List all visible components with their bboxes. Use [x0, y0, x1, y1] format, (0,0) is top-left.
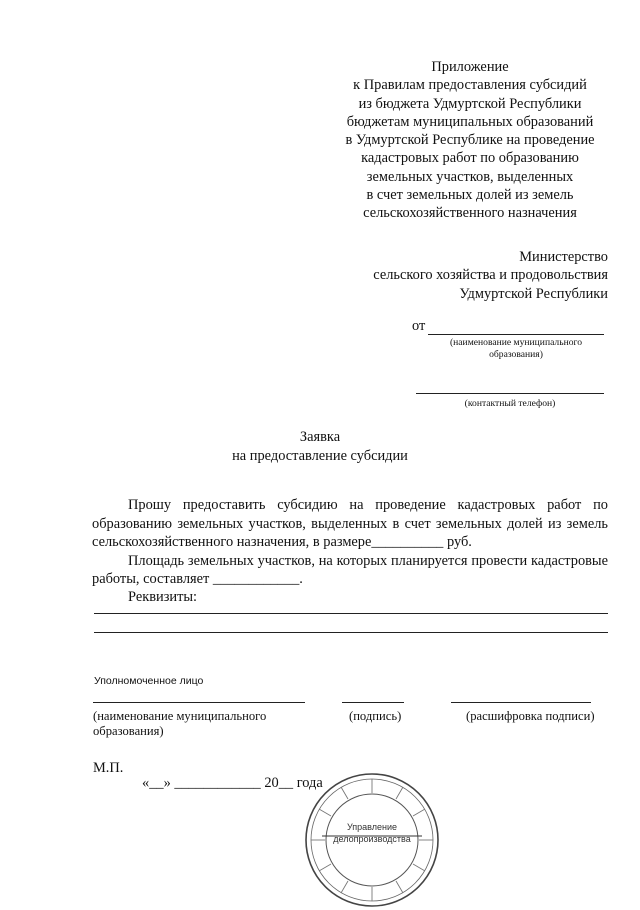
authorized-name-line[interactable]	[93, 702, 305, 703]
rekvizity-line-2[interactable]	[94, 632, 608, 633]
caption-line: образования)	[489, 349, 543, 360]
title-line-1: Заявка	[299, 429, 341, 445]
recipient-block	[373, 248, 608, 303]
document-title	[0, 428, 640, 465]
rekvizity-line-1[interactable]	[94, 613, 608, 614]
registry-stamp	[302, 770, 442, 910]
request-paragraph: Прошу предоставить субсидию на проведение кадастровых работ по образованию земельных участков, выделенных в счет земельных долей из земель сельскохозяйственного назначения, в размере__________ руб.	[92, 497, 608, 550]
appendix-line: кадастровых работ по образованию	[361, 150, 579, 167]
signature-line[interactable]	[342, 702, 404, 703]
caption-line: (наименование муниципального	[93, 709, 267, 723]
municipality-caption	[418, 337, 614, 361]
decode-line[interactable]	[451, 702, 591, 703]
area-paragraph: Площадь земельных участков, на которых планируется провести кадастровые работы, составляет ____________.	[92, 552, 608, 587]
request-body	[92, 496, 608, 589]
caption-line: (наименование муниципального	[449, 337, 583, 348]
appendix-line: из бюджета Удмуртской Республики	[358, 95, 582, 112]
caption-decode: (расшифровка подписи)	[466, 709, 595, 723]
seal-place-label: М.П.	[93, 760, 124, 776]
municipality-field-line[interactable]	[428, 334, 604, 335]
recipient-line: Министерство	[519, 249, 608, 265]
from-label: от	[412, 318, 426, 334]
recipient-line: Удмуртской Республики	[459, 285, 608, 302]
stamp-text-2: делопроизводства	[333, 834, 411, 844]
appendix-line: к Правилам предоставления субсидий	[353, 77, 587, 94]
caption-signature: (подпись)	[349, 709, 402, 723]
stamp-text-1: Управление	[346, 822, 398, 832]
appendix-line: в счет земельных долей из земель	[366, 187, 574, 204]
appendix-line: земельных участков, выделенных	[366, 168, 574, 185]
phone-field-line[interactable]	[416, 393, 604, 394]
caption-line: образования)	[93, 724, 164, 738]
appendix-line: в Удмуртской Республике на проведение	[345, 132, 595, 149]
caption-municipality	[93, 709, 266, 739]
phone-caption: (контактный телефон)	[464, 398, 556, 409]
recipient-line: сельского хозяйства и продовольствия	[373, 267, 608, 284]
appendix-line: бюджетам муниципальных образований	[346, 113, 594, 130]
appendix-header	[322, 58, 618, 223]
appendix-line: сельскохозяйственного назначения	[363, 205, 577, 222]
authorized-person-label: Уполномоченное лицо	[94, 675, 204, 687]
date-line: «__» ____________ 20__ года	[142, 775, 323, 791]
rekvizity-label: Реквизиты:	[128, 589, 198, 605]
title-line-2: на предоставление субсидии	[232, 447, 408, 464]
appendix-line: Приложение	[431, 59, 509, 75]
